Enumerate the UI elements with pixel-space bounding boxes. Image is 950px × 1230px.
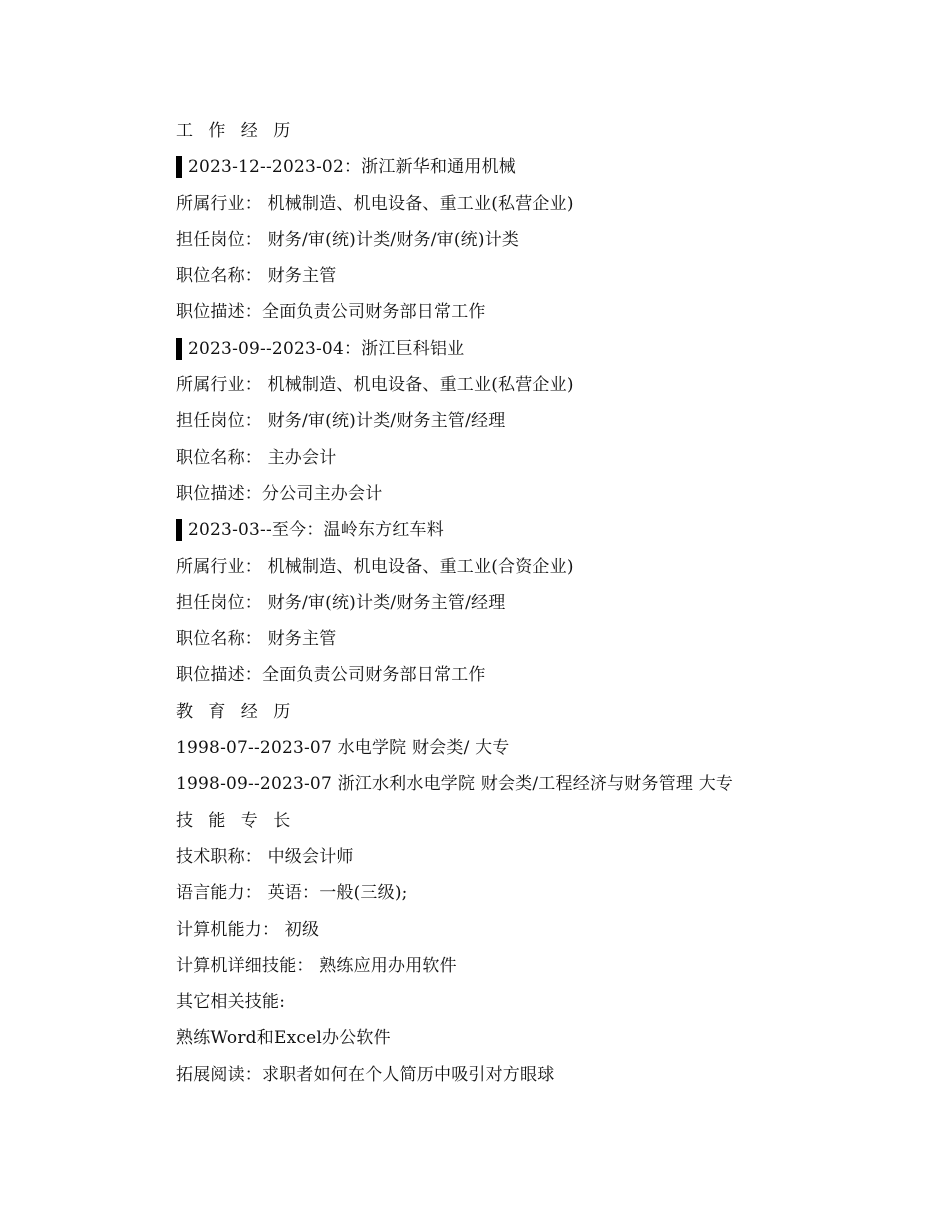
job-1-description: 职位描述：全面负责公司财务部日常工作 <box>176 302 486 323</box>
job-2-title: 职位名称： 主办会计 <box>176 447 337 468</box>
skill-computer-level: 计算机能力： 初级 <box>176 919 320 940</box>
skill-office-software: 熟练Word和Excel办公软件 <box>176 1028 391 1049</box>
job-2-industry: 所属行业： 机械制造、机电设备、重工业(私营企业) <box>176 375 574 396</box>
skill-other-label: 其它相关技能: <box>176 992 286 1013</box>
work-experience-heading: 工 作 经 历 <box>176 121 296 141</box>
resume-document <box>176 113 896 1093</box>
job-2-period: 2023-09--2023-04：浙江巨科铝业 <box>188 338 465 359</box>
job-3-industry: 所属行业： 机械制造、机电设备、重工业(合资企业) <box>176 556 574 577</box>
section-marker-bar <box>176 519 182 541</box>
education-item: 1998-09--2023-07 浙江水利水电学院 财会类/工程经济与财务管理 大专 <box>176 774 734 795</box>
job-1-post: 担任岗位： 财务/审(统)计类/财务/审(统)计类 <box>176 229 520 250</box>
job-3-header <box>176 512 896 548</box>
job-1-header <box>176 149 896 185</box>
education-item: 1998-07--2023-07 水电学院 财会类/ 大专 <box>176 738 510 759</box>
extended-reading: 拓展阅读：求职者如何在个人简历中吸引对方眼球 <box>176 1064 555 1085</box>
section-marker-bar <box>176 156 182 178</box>
job-1-industry: 所属行业： 机械制造、机电设备、重工业(私营企业) <box>176 193 574 214</box>
job-2-header <box>176 331 896 367</box>
job-3-description: 职位描述：全面负责公司财务部日常工作 <box>176 665 486 686</box>
job-3-period: 2023-03--至今：温岭东方红车料 <box>188 520 444 541</box>
job-1-period: 2023-12--2023-02：浙江新华和通用机械 <box>188 157 516 178</box>
job-1-title: 职位名称： 财务主管 <box>176 266 337 287</box>
section-marker-bar <box>176 338 182 360</box>
job-2-description: 职位描述：分公司主办会计 <box>176 483 383 504</box>
skill-technical-title: 技术职称： 中级会计师 <box>176 846 354 867</box>
job-3-title: 职位名称： 财务主管 <box>176 629 337 650</box>
skills-heading: 技 能 专 长 <box>176 810 296 831</box>
education-heading: 教 育 经 历 <box>176 701 296 722</box>
skill-language: 语言能力： 英语：一般(三级); <box>176 883 408 904</box>
job-2-post: 担任岗位： 财务/审(统)计类/财务主管/经理 <box>176 411 506 432</box>
job-3-post: 担任岗位： 财务/审(统)计类/财务主管/经理 <box>176 592 506 613</box>
skill-computer-detail: 计算机详细技能： 熟练应用办用软件 <box>176 955 457 976</box>
